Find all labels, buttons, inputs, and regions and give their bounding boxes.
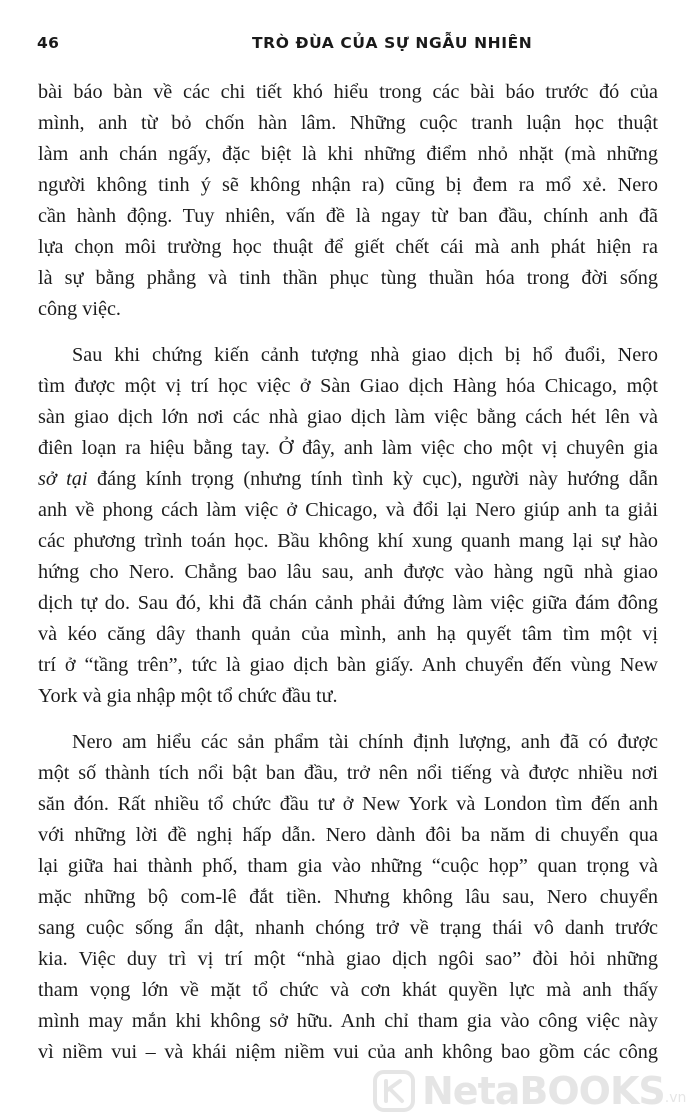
text-line: kia. Việc duy trì vị trí một “nhà giao dịch ngôi sao” đòi hỏi những [38, 948, 658, 970]
text-line: một số thành tích nổi bật ban đầu, trở nên nổi tiếng và được nhiều nơi [38, 762, 658, 784]
text-line: sang cuộc sống ẩn dật, nhanh chóng trở về trạng thái vô danh trước [38, 917, 658, 939]
text-line: vì niềm vui – và khái niệm niềm vui của anh không bao gồm các công [38, 1041, 658, 1063]
text-line: bài báo bàn về các chi tiết khó hiểu trong các bài báo trước đó của [38, 81, 658, 103]
text-line: công việc. [38, 298, 121, 320]
text-line: York và gia nhập một tổ chức đầu tư. [38, 685, 338, 707]
page-number: 46 [37, 34, 60, 52]
watermark-suffix: .vn [664, 1090, 687, 1106]
text-line: là sự bằng phẳng và tinh thần phục tùng thuần hóa trong đời sống [38, 267, 658, 289]
text-line: sàn giao dịch lớn nơi các nhà giao dịch làm việc bằng cách hét lên và [38, 406, 658, 428]
text-line: và kéo căng dây thanh quản của mình, anh hạ quyết tâm tìm một vị [38, 623, 658, 645]
text-line: tìm được một vị trí học việc ở Sàn Giao dịch Hàng hóa Chicago, một [38, 375, 658, 397]
paragraph-gap [38, 712, 658, 727]
text-line: lại giữa hai thành phố, tham gia vào những “cuộc họp” quan trọng và [38, 855, 658, 877]
text-line: điên loạn ra hiệu bằng tay. Ở đây, anh làm việc cho một vị chuyên gia [38, 437, 658, 459]
text-line: các phương trình toán học. Bầu không khí xung quanh mang lại sự hào [38, 530, 658, 552]
watermark-text: NetaBOOKS [422, 1069, 665, 1113]
text-line: mặc những bộ com-lê đắt tiền. Nhưng không lâu sau, Nero chuyển [38, 886, 658, 908]
text-line: với những lời đề nghị hấp dẫn. Nero dành đôi ba năm di chuyển qua [38, 824, 658, 846]
text-line-with-italic [38, 464, 658, 495]
italic-term: sở tại [38, 468, 88, 490]
text-line: săn đón. Rất nhiều tổ chức đầu tư ở New York và London tìm đến anh [38, 793, 658, 815]
text-line: tham vọng lớn về mặt tổ chức và cơn khát quyền lực mà anh thấy [38, 979, 658, 1001]
text-line: Nero am hiểu các sản phẩm tài chính định lượng, anh đã có được [72, 731, 658, 753]
text-line: trí ở “tầng trên”, tức là giao dịch bàn giấy. Anh chuyển đến vùng New [38, 654, 658, 676]
text-line: dịch tự do. Sau đó, khi đã chán cảnh phải đứng làm việc giữa đám đông [38, 592, 658, 614]
text-line: mình may mắn khi không sở hữu. Anh chỉ tham gia vào công việc này [38, 1010, 658, 1032]
text-line: anh về phong cách làm việc ở Chicago, và đổi lại Nero giúp anh ta giải [38, 499, 658, 521]
text-line: mình, anh từ bỏ chốn hàn lâm. Những cuộc tranh luận học thuật [38, 112, 658, 134]
running-title: TRÒ ĐÙA CỦA SỰ NGẪU NHIÊN [252, 34, 533, 52]
netabooks-logo-icon [372, 1069, 416, 1113]
watermark-logo [372, 1066, 686, 1116]
text-line: người không tinh ý sẽ không nhận ra) cũng bị đem ra mổ xẻ. Nero [38, 174, 658, 196]
text-line: Sau khi chứng kiến cảnh tượng nhà giao dịch bị hổ đuổi, Nero [72, 344, 658, 366]
text-line: cần hành động. Tuy nhiên, vấn đề là ngay từ ban đầu, chính anh đã [38, 205, 658, 227]
page-header [0, 34, 700, 58]
text-line: làm anh chán ngấy, đặc biệt là khi những điểm nhỏ nhặt (mà những [38, 143, 658, 165]
text-line-rest: đáng kính trọng (nhưng tính tình kỳ cục), người này hướng dẫn [97, 468, 659, 490]
body-text [38, 77, 658, 1068]
text-line: lựa chọn môi trường học thuật để giết chết cái mà anh phát hiện ra [38, 236, 658, 258]
text-line: hứng cho Nero. Chẳng bao lâu sau, anh được vào hàng ngũ nhà giao [38, 561, 658, 583]
paragraph-gap [38, 325, 658, 340]
